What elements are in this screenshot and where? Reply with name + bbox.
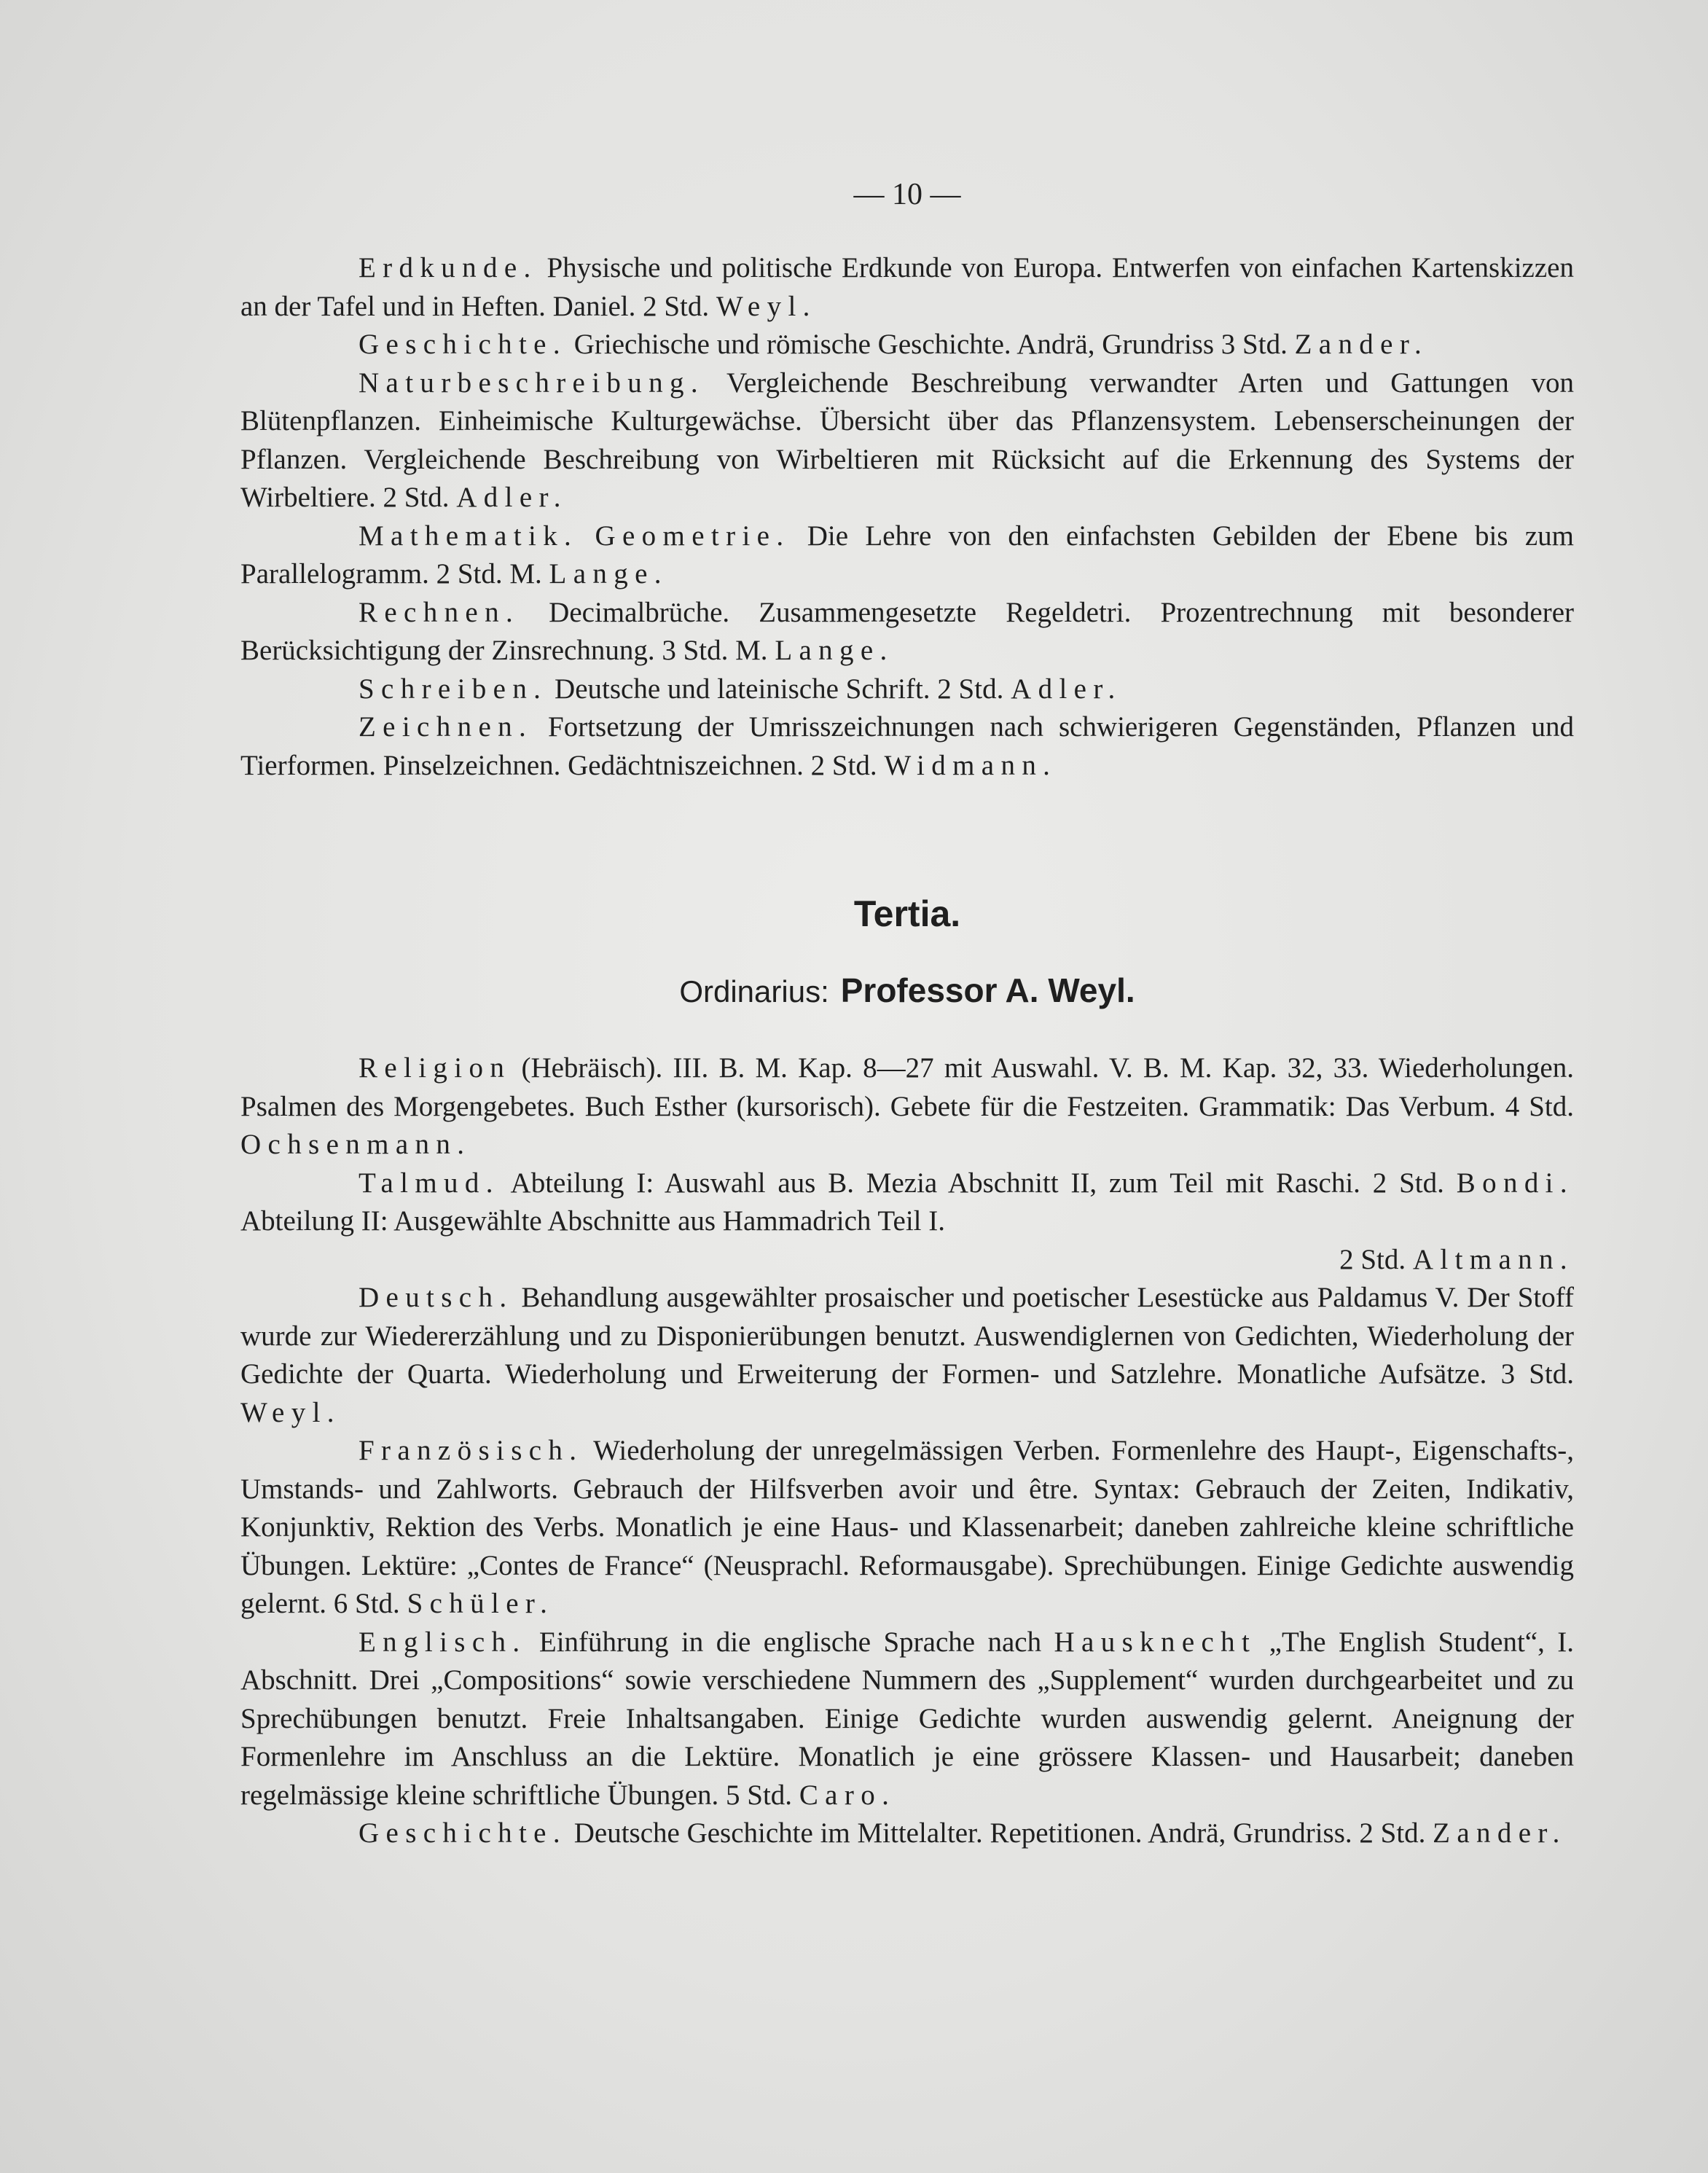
description: Physische und politische Erdkunde von Europa. Entwerfen von einfachen Kartenskizzen an der Tafel und in Heften. Daniel. 2 Std. (240, 252, 1574, 322)
ordinarius-name: Professor A. Weyl. (840, 971, 1135, 1009)
teacher: Weyl. (240, 1396, 341, 1428)
description: Griechische und römische Geschichte. Andrä, Grundriss 3 Std. (566, 329, 1295, 360)
description-2: „The English Student“, I. Abschnitt. Drei „Compositions“ sowie verschiedene Nummern des „Supplement“ wurden durchgearbeitet und zu Sprechübungen benutzt. Freie Inhaltsangaben. Einige Gedichte wurden auswendig gelernt. Aneignung der Formenlehre im Anschluss an die Lektüre. Monatlich je eine grössere Klassen- und Hausarbeit; daneben regelmässige kleine schriftliche Übungen. 5 Std. (240, 1626, 1574, 1811)
para-mathematik (240, 517, 1574, 594)
description-2: Abteilung II: Ausgewählte Abschnitte aus Hammadrich Teil I. (240, 1205, 946, 1237)
description: Vergleichende Beschreibung verwandter Arten und Gattungen von Blütenpflanzen. Einheimische Kulturgewächse. Übersicht über das Pflanzensystem. Lebenserscheinungen der Pflanzen. Vergleichende Beschreibung von Wirbeltieren mit Rücksicht auf die Erkennung des Systems der Wirbeltiere. 2 Std. (240, 367, 1574, 513)
para-talmud-hours (240, 1241, 1574, 1280)
para-religion (240, 1049, 1574, 1164)
teacher: Altmann. (1412, 1243, 1574, 1275)
subject: Zeichnen. (359, 711, 533, 743)
hours: 2 Std. (1339, 1243, 1413, 1275)
para-geschichte (240, 326, 1574, 364)
teacher: Widmann. (884, 749, 1057, 781)
subject: Schreiben. (359, 673, 548, 705)
subject: Erdkunde. (359, 252, 538, 283)
subject: Deutsch. (359, 1282, 514, 1313)
teacher: Zander. (1433, 1817, 1567, 1849)
description: (Hebräisch). III. B. M. Kap. 8—27 mit Auswahl. V. B. M. Kap. 32, 33. Wiederholungen. Psalmen des Morgengebetes. Buch Esther (kursorisch). Gebete für die Festzeiten. Grammatik: Das Verbum. 4 Std. (240, 1052, 1574, 1122)
para-talmud (240, 1164, 1574, 1241)
teacher: Lange. (775, 635, 894, 666)
description: Die Lehre von den einfachsten Gebilden der Ebene bis zum Parallelogramm. 2 Std. M. (240, 520, 1574, 590)
author: Hausknecht (1054, 1626, 1257, 1658)
description: Decimalbrüche. Zusammengesetzte Regeldetri. Prozentrechnung mit besonderer Berücksichtigung der Zinsrechnung. 3 Std. M. (240, 596, 1574, 666)
description: Einführung in die englische Sprache nach (526, 1626, 1054, 1658)
ordinarius-line (240, 971, 1574, 1010)
subject: Naturbeschreibung. (359, 367, 705, 399)
description: Behandlung ausgewählter prosaischer und poetischer Lesestücke aus Paldamus V. Der Stoff wurde zur Wiedererzählung und zu Disponierübungen benutzt. Auswendiglernen von Gedichten, Wiederholung der Gedichte der Quarta. Wiederholung und Erweiterung der Formen- und Satzlehre. Monatliche Aufsätze. 3 Std. (240, 1282, 1574, 1390)
teacher: Weyl. (716, 290, 817, 322)
teacher: Ochsenmann. (240, 1129, 471, 1160)
description: Wiederholung der unregelmässigen Verben. Formenlehre des Haupt-, Eigenschafts-, Umstands- und Zahlworts. Gebrauch der Hilfsverben avoir und être. Syntax: Gebrauch der Zeiten, Indikativ, Konjunktiv, Rektion des Verbs. Monatlich je eine Haus- und Klassenarbeit; daneben zahlreiche kleine schriftliche Übungen. Lektüre: „Contes de France“ (Neusprachl. Reformausgabe). Sprechübungen. Einige Gedichte auswendig gelernt. 6 Std. (240, 1435, 1574, 1619)
subject: Talmud. (359, 1167, 500, 1199)
teacher: Bondi. (1456, 1167, 1574, 1199)
teacher: Schüler. (407, 1588, 555, 1619)
subject: Mathematik. (359, 520, 579, 552)
ordinarius-label: Ordinarius: (679, 974, 829, 1009)
para-rechnen (240, 594, 1574, 670)
tertia-curriculum (240, 1049, 1574, 1853)
description: Fortsetzung der Umrisszeichnungen nach schwierigeren Gegenständen, Pflanzen und Tierformen. Pinselzeichnen. Gedächtniszeichnen. 2 Std. (240, 711, 1574, 781)
para-erdkunde (240, 249, 1574, 326)
page-number: — 10 — (853, 178, 961, 211)
para-franzoesisch (240, 1432, 1574, 1624)
description: Abteilung I: Auswahl aus B. Mezia Abschnitt II, zum Teil mit Raschi. 2 Std. (499, 1167, 1457, 1199)
description: Deutsche und lateinische Schrift. 2 Std. (547, 673, 1011, 705)
block-religion (240, 1049, 1574, 1279)
subject-sub: Geometrie. (595, 520, 791, 552)
subject: Französisch. (359, 1435, 584, 1466)
subject: Religion (359, 1052, 512, 1084)
teacher: Adler. (456, 482, 568, 513)
para-naturbeschreibung (240, 364, 1574, 517)
subject: Englisch. (359, 1626, 527, 1658)
section-heading: Tertia. (853, 893, 961, 934)
teacher: Adler. (1011, 673, 1122, 705)
teacher: Zander. (1294, 329, 1429, 360)
para-geschichte-tertia (240, 1814, 1574, 1853)
subject: Geschichte. (359, 1817, 567, 1849)
para-zeichnen (240, 708, 1574, 785)
para-englisch (240, 1624, 1574, 1815)
subject: Geschichte. (359, 329, 567, 360)
teacher: Lange. (549, 558, 668, 590)
subject: Rechnen. (359, 596, 520, 628)
description: Deutsche Geschichte im Mittelalter. Repetitionen. Andrä, Grundriss. 2 Std. (566, 1817, 1433, 1849)
para-schreiben (240, 670, 1574, 709)
para-deutsch (240, 1279, 1574, 1432)
quarta-curriculum (240, 249, 1574, 785)
teacher: Caro. (799, 1779, 896, 1811)
